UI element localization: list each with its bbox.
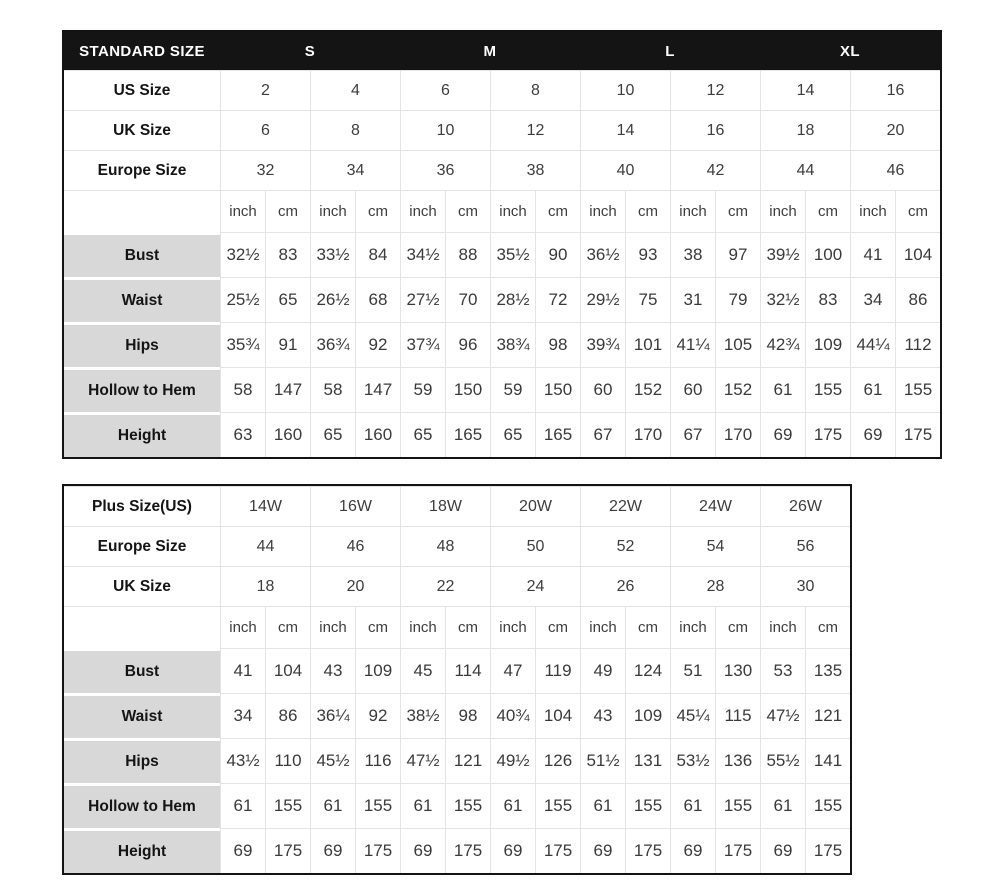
- measure-value-cell: 155: [715, 783, 760, 828]
- measure-value-cell: 65: [400, 412, 445, 457]
- unit-label: inch: [310, 190, 355, 232]
- size-value-cell: 16W: [310, 486, 400, 526]
- row-label: Europe Size: [64, 526, 220, 566]
- measure-value-cell: 175: [535, 828, 580, 873]
- unit-label: inch: [400, 606, 445, 648]
- measure-row: [64, 783, 850, 828]
- measure-value-cell: 26½: [310, 277, 355, 322]
- measure-value-cell: 105: [715, 322, 760, 367]
- measure-row-label: Hips: [64, 738, 220, 783]
- measure-value-cell: 104: [265, 648, 310, 693]
- measure-row-label: Hollow to Hem: [64, 783, 220, 828]
- unit-label: cm: [805, 190, 850, 232]
- measure-value-cell: 116: [355, 738, 400, 783]
- measure-value-cell: 61: [490, 783, 535, 828]
- measure-value-cell: 69: [760, 828, 805, 873]
- measure-value-cell: 160: [265, 412, 310, 457]
- unit-label: cm: [535, 606, 580, 648]
- unit-label: inch: [490, 190, 535, 232]
- measure-value-cell: 60: [670, 367, 715, 412]
- size-value-cell: 6: [400, 70, 490, 110]
- measure-value-cell: 160: [355, 412, 400, 457]
- size-group-label: L: [580, 32, 760, 70]
- size-value-cell: 18: [220, 566, 310, 606]
- measure-value-cell: 175: [625, 828, 670, 873]
- measure-value-cell: 155: [805, 367, 850, 412]
- size-group-label: S: [220, 32, 400, 70]
- measure-value-cell: 35½: [490, 232, 535, 277]
- measure-value-cell: 126: [535, 738, 580, 783]
- measure-value-cell: 59: [400, 367, 445, 412]
- size-group-label: XL: [760, 32, 940, 70]
- size-row: [64, 110, 940, 150]
- size-value-cell: 2: [220, 70, 310, 110]
- unit-label: cm: [715, 190, 760, 232]
- measure-value-cell: 38: [670, 232, 715, 277]
- measure-value-cell: 124: [625, 648, 670, 693]
- measure-value-cell: 155: [355, 783, 400, 828]
- measure-value-cell: 61: [850, 367, 895, 412]
- measure-value-cell: 43½: [220, 738, 265, 783]
- measure-value-cell: 53½: [670, 738, 715, 783]
- measure-value-cell: 44¼: [850, 322, 895, 367]
- measure-value-cell: 97: [715, 232, 760, 277]
- measure-value-cell: 69: [580, 828, 625, 873]
- measure-value-cell: 175: [805, 412, 850, 457]
- size-value-cell: 44: [220, 526, 310, 566]
- measure-value-cell: 29½: [580, 277, 625, 322]
- measure-value-cell: 86: [265, 693, 310, 738]
- measure-value-cell: 175: [355, 828, 400, 873]
- unit-label: cm: [445, 606, 490, 648]
- measure-value-cell: 147: [355, 367, 400, 412]
- measure-row-label: Bust: [64, 232, 220, 277]
- unit-label: inch: [490, 606, 535, 648]
- size-value-cell: 28: [670, 566, 760, 606]
- measure-value-cell: 60: [580, 367, 625, 412]
- measure-value-cell: 101: [625, 322, 670, 367]
- size-value-cell: 22: [400, 566, 490, 606]
- measure-value-cell: 45: [400, 648, 445, 693]
- measure-value-cell: 175: [895, 412, 940, 457]
- measure-value-cell: 155: [805, 783, 850, 828]
- measure-value-cell: 147: [265, 367, 310, 412]
- size-value-cell: 38: [490, 150, 580, 190]
- measure-value-cell: 41: [220, 648, 265, 693]
- size-value-cell: 26: [580, 566, 670, 606]
- measure-value-cell: 36¼: [310, 693, 355, 738]
- size-row: [64, 566, 850, 606]
- unit-row: [64, 190, 940, 232]
- size-group-label: M: [400, 32, 580, 70]
- measure-value-cell: 69: [670, 828, 715, 873]
- measure-value-cell: 47½: [400, 738, 445, 783]
- measure-value-cell: 83: [805, 277, 850, 322]
- unit-label: cm: [445, 190, 490, 232]
- size-value-cell: 8: [490, 70, 580, 110]
- measure-value-cell: 92: [355, 693, 400, 738]
- measure-value-cell: 104: [895, 232, 940, 277]
- measure-value-cell: 109: [355, 648, 400, 693]
- measure-value-cell: 47: [490, 648, 535, 693]
- unit-row-spacer: [64, 190, 220, 232]
- size-value-cell: 18: [760, 110, 850, 150]
- unit-label: cm: [625, 606, 670, 648]
- measure-value-cell: 43: [580, 693, 625, 738]
- size-row: [64, 526, 850, 566]
- measure-value-cell: 41: [850, 232, 895, 277]
- measure-value-cell: 61: [310, 783, 355, 828]
- measure-value-cell: 69: [850, 412, 895, 457]
- measure-value-cell: 55½: [760, 738, 805, 783]
- measure-value-cell: 35¾: [220, 322, 265, 367]
- measure-value-cell: 34: [220, 693, 265, 738]
- measure-value-cell: 92: [355, 322, 400, 367]
- measure-value-cell: 65: [310, 412, 355, 457]
- measure-value-cell: 75: [625, 277, 670, 322]
- size-value-cell: 16: [850, 70, 940, 110]
- size-value-cell: 16: [670, 110, 760, 150]
- measure-value-cell: 155: [265, 783, 310, 828]
- measure-value-cell: 45½: [310, 738, 355, 783]
- measure-value-cell: 104: [535, 693, 580, 738]
- measure-value-cell: 49½: [490, 738, 535, 783]
- measure-value-cell: 155: [895, 367, 940, 412]
- unit-label: cm: [265, 606, 310, 648]
- measure-value-cell: 152: [625, 367, 670, 412]
- measure-value-cell: 115: [715, 693, 760, 738]
- plus-size-table: [62, 484, 852, 875]
- size-value-cell: 52: [580, 526, 670, 566]
- corner-label: STANDARD SIZE: [64, 32, 220, 70]
- measure-value-cell: 83: [265, 232, 310, 277]
- measure-value-cell: 61: [580, 783, 625, 828]
- measure-value-cell: 68: [355, 277, 400, 322]
- standard-size-table: [62, 30, 942, 459]
- measure-value-cell: 141: [805, 738, 850, 783]
- measure-value-cell: 72: [535, 277, 580, 322]
- measure-value-cell: 170: [625, 412, 670, 457]
- row-label: US Size: [64, 70, 220, 110]
- measure-value-cell: 36¾: [310, 322, 355, 367]
- measure-value-cell: 49: [580, 648, 625, 693]
- measure-value-cell: 96: [445, 322, 490, 367]
- measure-value-cell: 65: [265, 277, 310, 322]
- measure-row-label: Waist: [64, 693, 220, 738]
- measure-value-cell: 152: [715, 367, 760, 412]
- measure-value-cell: 70: [445, 277, 490, 322]
- measure-value-cell: 51½: [580, 738, 625, 783]
- measure-value-cell: 90: [535, 232, 580, 277]
- measure-value-cell: 150: [445, 367, 490, 412]
- measure-value-cell: 88: [445, 232, 490, 277]
- unit-label: cm: [355, 190, 400, 232]
- row-label: Plus Size(US): [64, 486, 220, 526]
- measure-value-cell: 69: [220, 828, 265, 873]
- measure-value-cell: 170: [715, 412, 760, 457]
- measure-row: [64, 367, 940, 412]
- size-value-cell: 18W: [400, 486, 490, 526]
- measure-value-cell: 121: [805, 693, 850, 738]
- size-value-cell: 24: [490, 566, 580, 606]
- measure-value-cell: 37¾: [400, 322, 445, 367]
- measure-value-cell: 155: [445, 783, 490, 828]
- measure-value-cell: 32½: [760, 277, 805, 322]
- measure-value-cell: 175: [445, 828, 490, 873]
- unit-label: inch: [220, 606, 265, 648]
- measure-value-cell: 86: [895, 277, 940, 322]
- unit-label: cm: [625, 190, 670, 232]
- size-value-cell: 46: [850, 150, 940, 190]
- measure-value-cell: 61: [670, 783, 715, 828]
- size-value-cell: 40: [580, 150, 670, 190]
- size-row: [64, 70, 940, 110]
- unit-label: inch: [310, 606, 355, 648]
- unit-label: inch: [580, 190, 625, 232]
- measure-row-label: Height: [64, 412, 220, 457]
- unit-label: cm: [535, 190, 580, 232]
- size-value-cell: 48: [400, 526, 490, 566]
- measure-value-cell: 136: [715, 738, 760, 783]
- size-value-cell: 14W: [220, 486, 310, 526]
- measure-value-cell: 39½: [760, 232, 805, 277]
- size-value-cell: 56: [760, 526, 850, 566]
- measure-value-cell: 34½: [400, 232, 445, 277]
- measure-row-label: Bust: [64, 648, 220, 693]
- row-label: UK Size: [64, 566, 220, 606]
- measure-value-cell: 38½: [400, 693, 445, 738]
- measure-value-cell: 98: [445, 693, 490, 738]
- measure-value-cell: 36½: [580, 232, 625, 277]
- measure-value-cell: 175: [805, 828, 850, 873]
- measure-value-cell: 109: [625, 693, 670, 738]
- unit-row: [64, 606, 850, 648]
- row-label: Europe Size: [64, 150, 220, 190]
- measure-row: [64, 828, 850, 873]
- size-row: [64, 486, 850, 526]
- unit-label: inch: [400, 190, 445, 232]
- measure-value-cell: 58: [220, 367, 265, 412]
- measure-value-cell: 121: [445, 738, 490, 783]
- size-row: [64, 150, 940, 190]
- measure-row: [64, 412, 940, 457]
- size-value-cell: 14: [580, 110, 670, 150]
- measure-value-cell: 112: [895, 322, 940, 367]
- measure-value-cell: 28½: [490, 277, 535, 322]
- measure-value-cell: 51: [670, 648, 715, 693]
- measure-value-cell: 67: [670, 412, 715, 457]
- measure-value-cell: 59: [490, 367, 535, 412]
- measure-value-cell: 155: [535, 783, 580, 828]
- measure-value-cell: 114: [445, 648, 490, 693]
- measure-value-cell: 131: [625, 738, 670, 783]
- measure-value-cell: 38¾: [490, 322, 535, 367]
- measure-value-cell: 98: [535, 322, 580, 367]
- size-value-cell: 36: [400, 150, 490, 190]
- measure-value-cell: 39¾: [580, 322, 625, 367]
- measure-value-cell: 165: [535, 412, 580, 457]
- measure-value-cell: 41¼: [670, 322, 715, 367]
- measure-row: [64, 277, 940, 322]
- size-value-cell: 54: [670, 526, 760, 566]
- unit-label: inch: [760, 190, 805, 232]
- measure-value-cell: 84: [355, 232, 400, 277]
- size-value-cell: 12: [490, 110, 580, 150]
- measure-value-cell: 135: [805, 648, 850, 693]
- unit-label: inch: [850, 190, 895, 232]
- row-label: UK Size: [64, 110, 220, 150]
- size-value-cell: 46: [310, 526, 400, 566]
- unit-label: cm: [895, 190, 940, 232]
- measure-value-cell: 67: [580, 412, 625, 457]
- measure-value-cell: 109: [805, 322, 850, 367]
- measure-value-cell: 32½: [220, 232, 265, 277]
- measure-row: [64, 322, 940, 367]
- unit-label: inch: [670, 606, 715, 648]
- unit-label: inch: [580, 606, 625, 648]
- unit-label: cm: [265, 190, 310, 232]
- size-value-cell: 26W: [760, 486, 850, 526]
- measure-value-cell: 58: [310, 367, 355, 412]
- measure-row-label: Hips: [64, 322, 220, 367]
- measure-value-cell: 100: [805, 232, 850, 277]
- measure-value-cell: 40¾: [490, 693, 535, 738]
- size-value-cell: 20: [310, 566, 400, 606]
- measure-value-cell: 42¾: [760, 322, 805, 367]
- size-value-cell: 24W: [670, 486, 760, 526]
- measure-value-cell: 79: [715, 277, 760, 322]
- measure-value-cell: 43: [310, 648, 355, 693]
- measure-value-cell: 61: [760, 783, 805, 828]
- size-value-cell: 30: [760, 566, 850, 606]
- unit-label: cm: [715, 606, 760, 648]
- size-value-cell: 20: [850, 110, 940, 150]
- size-value-cell: 14: [760, 70, 850, 110]
- measure-value-cell: 61: [400, 783, 445, 828]
- measure-value-cell: 119: [535, 648, 580, 693]
- measure-row: [64, 693, 850, 738]
- measure-value-cell: 65: [490, 412, 535, 457]
- size-value-cell: 44: [760, 150, 850, 190]
- size-value-cell: 4: [310, 70, 400, 110]
- measure-row: [64, 738, 850, 783]
- measure-value-cell: 47½: [760, 693, 805, 738]
- measure-value-cell: 175: [265, 828, 310, 873]
- measure-row-label: Waist: [64, 277, 220, 322]
- measure-value-cell: 45¼: [670, 693, 715, 738]
- measure-value-cell: 150: [535, 367, 580, 412]
- measure-value-cell: 69: [760, 412, 805, 457]
- unit-label: cm: [805, 606, 850, 648]
- measure-value-cell: 27½: [400, 277, 445, 322]
- size-value-cell: 10: [400, 110, 490, 150]
- measure-value-cell: 165: [445, 412, 490, 457]
- size-value-cell: 32: [220, 150, 310, 190]
- measure-value-cell: 91: [265, 322, 310, 367]
- measure-value-cell: 110: [265, 738, 310, 783]
- unit-row-spacer: [64, 606, 220, 648]
- measure-row-label: Hollow to Hem: [64, 367, 220, 412]
- unit-label: inch: [220, 190, 265, 232]
- measure-value-cell: 63: [220, 412, 265, 457]
- measure-value-cell: 93: [625, 232, 670, 277]
- measure-value-cell: 33½: [310, 232, 355, 277]
- size-value-cell: 6: [220, 110, 310, 150]
- measure-row-label: Height: [64, 828, 220, 873]
- size-value-cell: 50: [490, 526, 580, 566]
- measure-row: [64, 232, 940, 277]
- unit-label: cm: [355, 606, 400, 648]
- size-value-cell: 8: [310, 110, 400, 150]
- measure-value-cell: 34: [850, 277, 895, 322]
- measure-value-cell: 61: [220, 783, 265, 828]
- measure-value-cell: 69: [310, 828, 355, 873]
- size-value-cell: 42: [670, 150, 760, 190]
- measure-value-cell: 61: [760, 367, 805, 412]
- size-value-cell: 22W: [580, 486, 670, 526]
- size-value-cell: 34: [310, 150, 400, 190]
- size-value-cell: 20W: [490, 486, 580, 526]
- measure-value-cell: 175: [715, 828, 760, 873]
- measure-value-cell: 31: [670, 277, 715, 322]
- measure-value-cell: 69: [490, 828, 535, 873]
- measure-value-cell: 69: [400, 828, 445, 873]
- table-header-row: [64, 32, 940, 70]
- size-value-cell: 10: [580, 70, 670, 110]
- measure-value-cell: 25½: [220, 277, 265, 322]
- measure-row: [64, 648, 850, 693]
- unit-label: inch: [760, 606, 805, 648]
- measure-value-cell: 155: [625, 783, 670, 828]
- measure-value-cell: 53: [760, 648, 805, 693]
- measure-value-cell: 130: [715, 648, 760, 693]
- unit-label: inch: [670, 190, 715, 232]
- size-value-cell: 12: [670, 70, 760, 110]
